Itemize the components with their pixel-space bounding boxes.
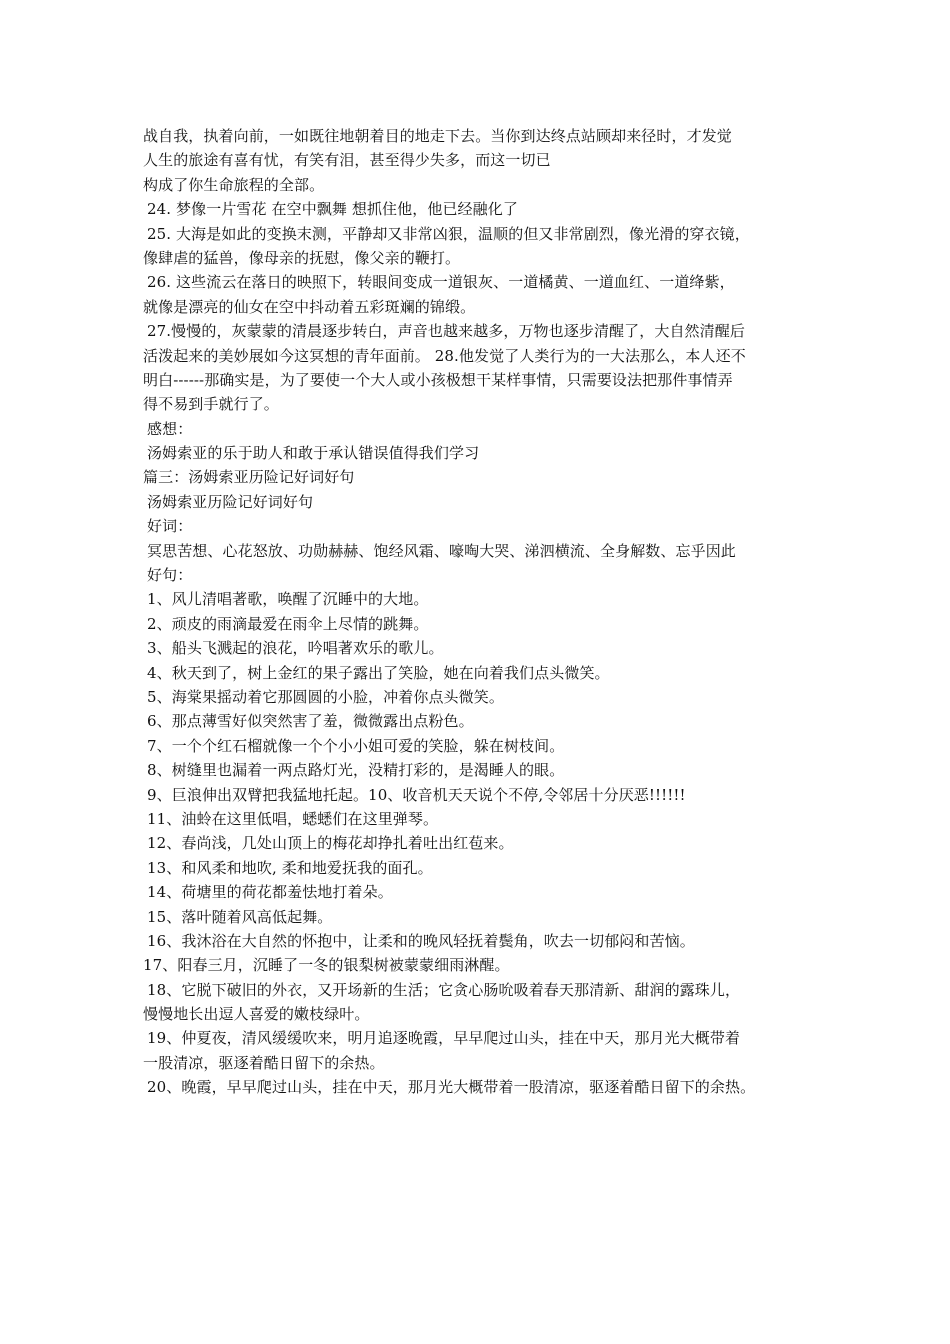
list-item: 1、风儿清唱著歌，唤醒了沉睡中的大地。 (147, 590, 429, 609)
chapter-heading: 篇三：汤姆索亚历险记好词好句 (143, 468, 355, 487)
list-item: 3、船头飞溅起的浪花，吟唱著欢乐的歌儿。 (147, 639, 444, 658)
list-item: 5、海棠果摇动着它那圆圆的小脸，冲着你点头微笑。 (147, 687, 504, 706)
list-item: 13、和风柔和地吹, 柔和地爱抚我的面孔。 (147, 858, 433, 877)
section-heading: 好句： (147, 566, 193, 585)
document-body (143, 124, 823, 1100)
text-line: 构成了你生命旅程的全部。 (143, 175, 325, 194)
list-item: 9、巨浪伸出双臂把我猛地托起。10、收音机天天说个不停,令邻居十分厌恶!!!!!! (147, 785, 686, 804)
text-line: 战自我，执着向前，一如既往地朝着目的地走下去。当你到达终点站顾却来径时，才发觉 (143, 127, 732, 145)
text-line: 26. 这些流云在落日的映照下，转眼间变成一道银灰、一道橘黄、一道血红、一道绛紫， (147, 273, 735, 292)
text-line: 25. 大海是如此的变换末测，平静却又非常凶狠，温顺的但又非常剧烈，像光滑的穿衣镜， (147, 224, 750, 243)
list-item: 11、油蛉在这里低唱，蟋蟋们在这里弹琴。 (147, 809, 439, 828)
section-heading: 好词： (147, 517, 193, 536)
text-line: 就像是漂亮的仙女在空中抖动着五彩斑斓的锦缎。 (143, 297, 476, 316)
list-item: 7、一个个红石榴就像一个个小小姐可爱的笑脸，躲在树枝间。 (147, 736, 565, 755)
text-line: 汤姆索亚的乐于助人和敢于承认错误值得我们学习 (147, 444, 480, 463)
list-item: 14、荷塘里的荷花都羞怯地打着朵。 (147, 883, 393, 902)
list-item-continuation: 慢慢地长出逗人喜爱的嫩枝绿叶。 (143, 1005, 370, 1024)
list-item: 20、晚霞，早早爬过山头，挂在中天，那月光大概带着一股清凉，驱逐着酷日留下的余热。 (147, 1078, 756, 1097)
text-line: 人生的旅途有喜有忧，有笑有泪，甚至得少失多，而这一切已 (143, 151, 551, 170)
list-item: 16、我沐浴在大自然的怀抱中，让柔和的晚风轻抚着鬓角，吹去一切郁闷和苦恼。 (147, 931, 695, 950)
text-line: 24. 梦像一片雪花 在空中飘舞 想抓住他，他已经融化了 (147, 200, 518, 219)
text-line: 活泼起来的美妙展如今这冥想的青年面前。 28.他发觉了人类行为的一大法那么，本人还不 (143, 346, 746, 365)
section-heading: 感想： (147, 419, 193, 438)
list-item: 19、仲夏夜，清风缓缓吹来，明月追逐晚霞，早早爬过山头，挂在中天，那月光大概带着 (147, 1029, 741, 1048)
text-line: 像肆虐的猛兽，像母亲的抚慰，像父亲的鞭打。 (143, 248, 461, 267)
text-line: 27.慢慢的，灰蒙蒙的清晨逐步转白，声音也越来越多，万物也逐步清醒了，大自然清醒后 (147, 322, 745, 341)
list-item: 6、那点薄雪好似突然害了羞，微微露出点粉色。 (147, 712, 474, 731)
text-line: 明白------那确实是，为了要使一个大人或小孩极想干某样事情，只需要设法把那件事情弄 (143, 370, 733, 389)
list-item: 17、阳春三月，沉睡了一冬的银梨树被蒙蒙细雨淋醒。 (143, 956, 510, 975)
text-line: 冥思苦想、心花怒放、功勋赫赫、饱经风霜、嚎啕大哭、涕泗横流、全身解数、忘乎因此 (147, 541, 736, 560)
list-item: 4、秋天到了，树上金红的果子露出了笑脸，她在向着我们点头微笑。 (147, 663, 610, 682)
document-title: 汤姆索亚历险记好词好句 (147, 492, 314, 511)
list-item: 8、树缝里也漏着一两点路灯光，没精打彩的，是渴睡人的眼。 (147, 761, 565, 780)
list-item: 12、春尚浅，几处山顶上的梅花却挣扎着吐出红苞来。 (147, 834, 514, 853)
list-item: 15、落叶随着风高低起舞。 (147, 907, 333, 926)
list-item-continuation: 一股清凉，驱逐着酷日留下的余热。 (143, 1053, 385, 1072)
list-item: 2、顽皮的雨滴最爱在雨伞上尽情的跳舞。 (147, 614, 429, 633)
text-line: 得不易到手就行了。 (143, 395, 279, 414)
list-item: 18、它脱下破旧的外衣，又开场新的生活；它贪心肠吮吸着春天那清新、甜润的露珠儿， (147, 980, 741, 999)
